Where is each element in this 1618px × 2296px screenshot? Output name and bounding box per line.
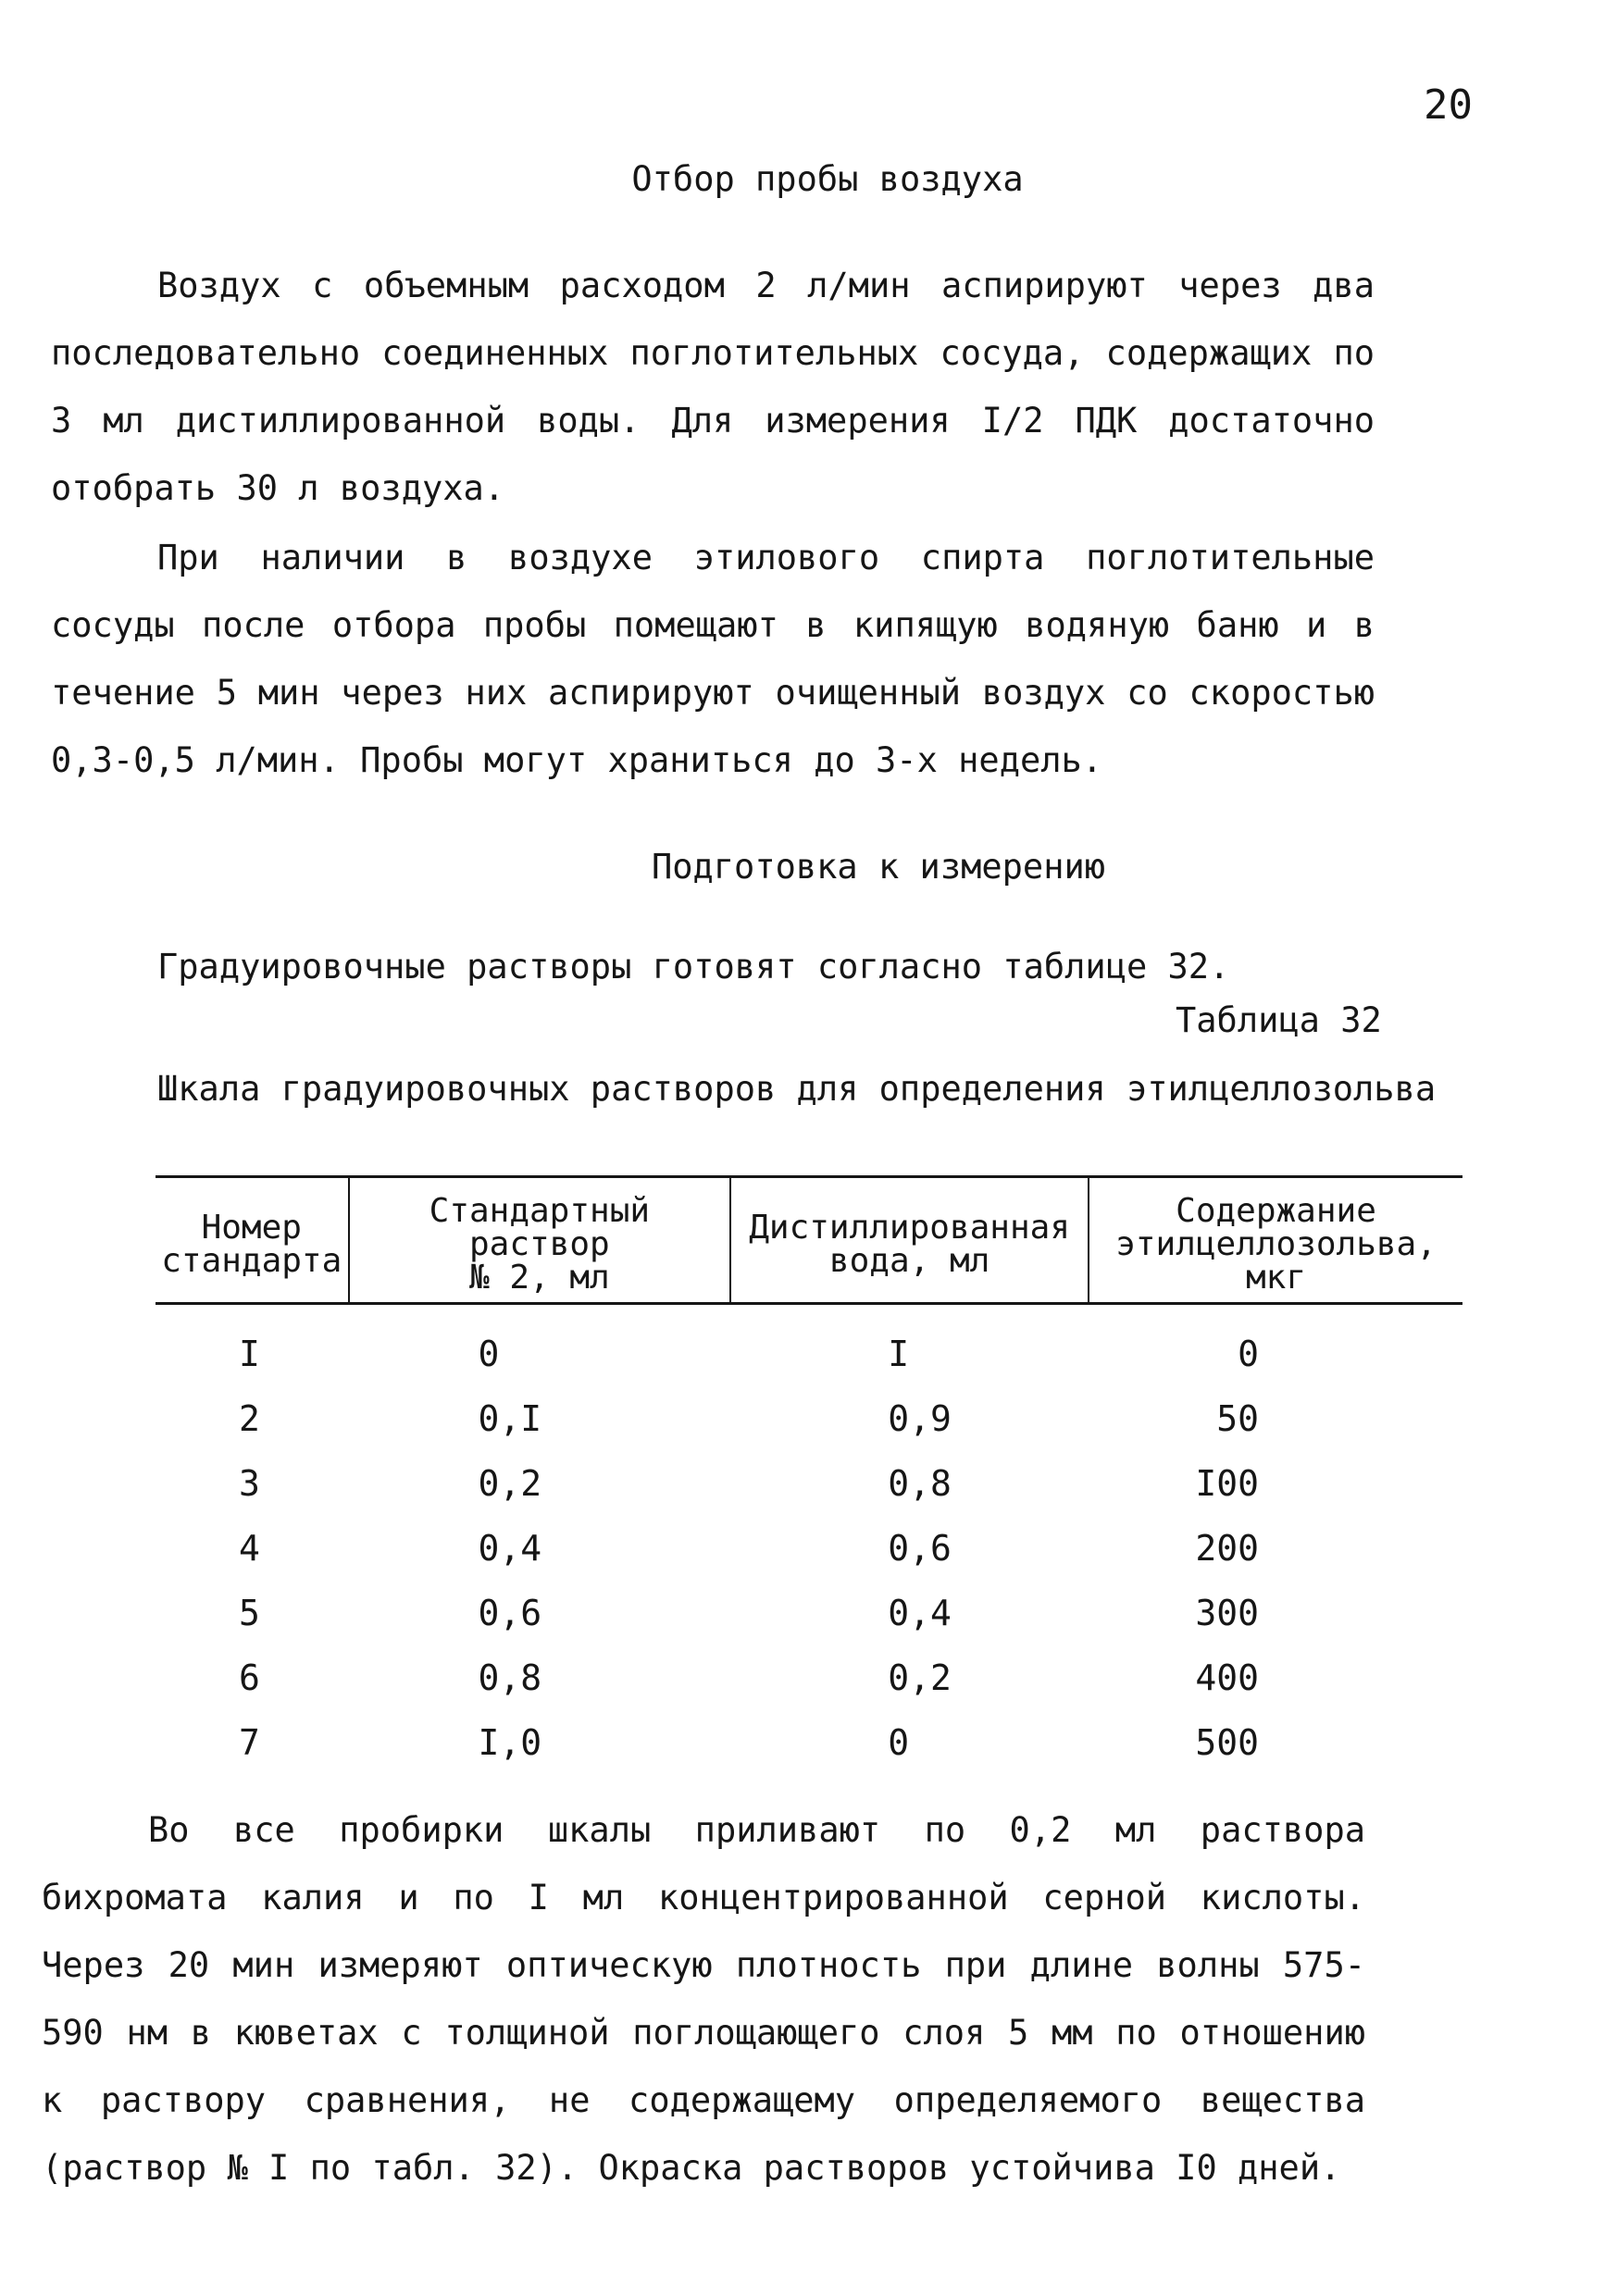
header-distilled-water: Дистиллированная вода, мл xyxy=(730,1177,1089,1304)
paragraph-calibration-intro: Градуировочные растворы готовят согласно таблице 32. xyxy=(157,947,1230,987)
cell-distilled-water: 0,9 xyxy=(888,1398,952,1439)
cell-distilled-water: 0 xyxy=(888,1722,910,1763)
cell-standard-number: 7 xyxy=(239,1722,260,1763)
calibration-table xyxy=(156,1175,1462,1775)
cell-content: 50 xyxy=(1216,1398,1259,1439)
paragraph-ethanol-note: При наличии в воздухе этилового спирта поглотительные сосуды после отбора пробы помещают в кипящую водяную баню и в течение 5 мин через них аспирируют очищенный воздух со скоростью 0,3-0,5 л/мин. Пробы могут храниться до 3-х недель. xyxy=(51,538,1375,780)
header-standard-number: Номер стандарта xyxy=(156,1177,349,1304)
cell-content: 200 xyxy=(1195,1528,1259,1569)
table-label: Таблица 32 xyxy=(1176,1000,1382,1040)
cell-distilled-water: 0,8 xyxy=(888,1463,952,1504)
section-title-preparation: Подготовка к измерению xyxy=(651,847,1106,887)
cell-distilled-water: 0,6 xyxy=(888,1528,952,1569)
table-row xyxy=(156,1386,1462,1451)
table-caption: Шкала градуировочных растворов для определения этилцеллозольва xyxy=(157,1069,1437,1109)
cell-content: 400 xyxy=(1195,1657,1259,1698)
page-number: 20 xyxy=(1424,81,1473,129)
cell-distilled-water: 0,2 xyxy=(888,1657,952,1698)
cell-standard-solution: 0,4 xyxy=(478,1528,542,1569)
section-title-sampling: Отбор пробы воздуха xyxy=(631,159,1024,199)
cell-standard-solution: 0 xyxy=(478,1334,500,1374)
cell-standard-solution: 0,I xyxy=(478,1398,542,1439)
header-content: Содержание этилцеллозольва, мкг xyxy=(1089,1177,1462,1304)
cell-standard-solution: 0,8 xyxy=(478,1657,542,1698)
cell-standard-number: 6 xyxy=(239,1657,260,1698)
header-standard-solution: Стандартный раствор № 2, мл xyxy=(349,1177,731,1304)
table-row xyxy=(156,1710,1462,1775)
cell-content: 500 xyxy=(1195,1722,1259,1763)
cell-standard-solution: I,0 xyxy=(478,1722,542,1763)
cell-standard-number: 5 xyxy=(239,1593,260,1633)
cell-content: 0 xyxy=(1238,1334,1259,1374)
table-row xyxy=(156,1645,1462,1710)
cell-standard-number: 3 xyxy=(239,1463,260,1504)
table-row xyxy=(156,1581,1462,1645)
cell-content: I00 xyxy=(1195,1463,1259,1504)
table-row xyxy=(156,1304,1462,1387)
cell-standard-number: 4 xyxy=(239,1528,260,1569)
paragraph-measurement-procedure: Во все пробирки шкалы приливают по 0,2 мл раствора бихромата калия и по I мл концентрированной серной кислоты. Через 20 мин измеряют оптическую плотность при длине волны 575-590 нм в кюветах с толщиной поглощающего слоя 5 мм по отношению к раствору сравнения, не содержащему определяемого вещества (раствор № I по табл. 32). Окраска растворов устойчива I0 дней. xyxy=(42,1810,1365,2188)
table-row xyxy=(156,1516,1462,1581)
cell-standard-solution: 0,2 xyxy=(478,1463,542,1504)
table-row xyxy=(156,1451,1462,1516)
cell-content: 300 xyxy=(1195,1593,1259,1633)
cell-standard-solution: 0,6 xyxy=(478,1593,542,1633)
paragraph-sampling-flow: Воздух с объемным расходом 2 л/мин аспирируют через два последовательно соединенных поглотительных сосуда, содержащих по 3 мл дистиллированной воды. Для измерения I/2 ПДК достаточно отобрать 30 л воздуха. xyxy=(51,266,1375,508)
table-header-row xyxy=(156,1177,1462,1304)
cell-standard-number: 2 xyxy=(239,1398,260,1439)
cell-distilled-water: I xyxy=(888,1334,910,1374)
cell-standard-number: I xyxy=(239,1334,260,1374)
cell-distilled-water: 0,4 xyxy=(888,1593,952,1633)
